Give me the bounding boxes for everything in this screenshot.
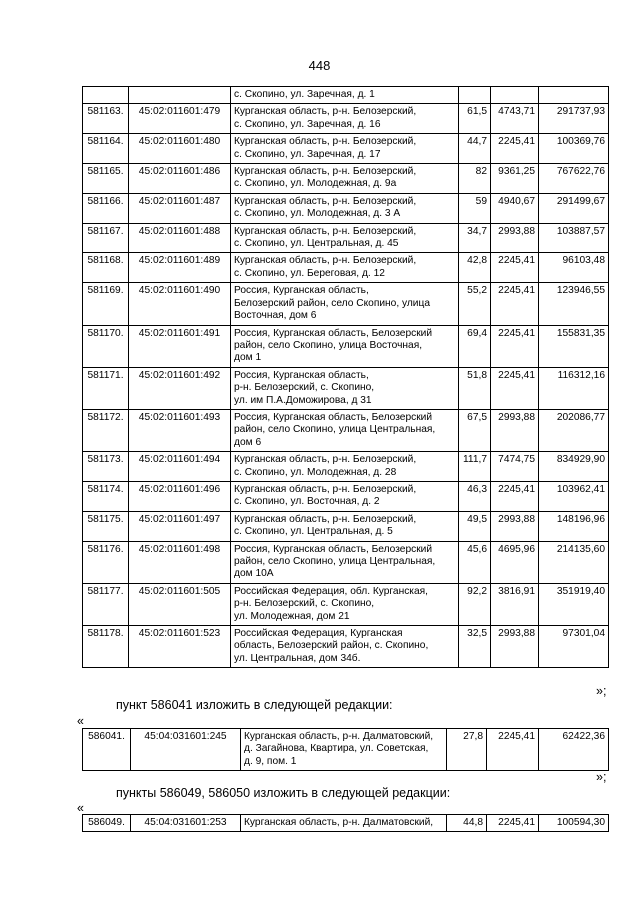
address-line: Курганская область, р-н. Белозерский, [234,106,417,118]
row-number-cell: 586049. [83,815,131,832]
row-number-cell: 581166. [83,193,129,223]
table-row [83,253,609,283]
address-line: с. Скопино, ул. Центральная, д. 5 [234,526,393,538]
cadastral-number-cell: 45:02:011601:491 [129,325,231,367]
cadastral-value-cell: 62422,36 [539,729,609,771]
area-cell: 55,2 [459,283,491,325]
rate-cell: 2245,41 [491,134,539,164]
address-cell [231,583,459,625]
address-line: Россия, Курганская область, Белозерский [234,327,433,339]
address-cell [231,134,459,164]
area-cell: 49,5 [459,511,491,541]
cadastral-value-cell: 116312,16 [539,367,609,409]
address-line: с. Скопино, ул. Заречная, д. 17 [234,148,381,160]
cadastral-value-cell: 834929,90 [539,452,609,482]
area-cell: 51,8 [459,367,491,409]
rate-cell: 2245,41 [487,729,539,771]
address-line: Курганская область, р-н. Белозерский, [234,255,417,267]
table-row [83,104,609,134]
address-cell [231,87,459,104]
address-line: Россия, Курганская область, Белозерский [234,543,433,555]
cadastral-number-cell: 45:04:031601:253 [131,815,241,832]
address-line: р-н. Белозерский, с. Скопино, [234,598,375,610]
address-cell [231,223,459,253]
table-row [83,134,609,164]
address-line: район, село Скопино, улица Восточная, [234,339,423,351]
address-line: с. Скопино, ул. Береговая, д. 12 [234,267,385,279]
address-line: область, Белозерский район, с. Скопино, [234,640,429,652]
rate-cell: 2993,88 [491,626,539,668]
cadastral-number-cell: 45:02:011601:480 [129,134,231,164]
area-cell: 45,6 [459,541,491,583]
area-cell: 92,2 [459,583,491,625]
address-line: Курганская область, р-н. Белозерский, [234,513,417,525]
table-row [83,729,609,771]
address-cell [231,511,459,541]
table-row [83,193,609,223]
cadastral-number-cell: 45:02:011601:489 [129,253,231,283]
closing-quote: »; [596,770,607,784]
address-line: ул. им П.А.Доможирова, д 31 [234,394,372,406]
address-line: Российская Федерация, Курганская [234,628,403,640]
area-cell: 44,7 [459,134,491,164]
address-line: Курганская область, р-н. Белозерский, [234,195,417,207]
address-line: дом 6 [234,436,262,448]
cadastral-number-cell: 45:02:011601:490 [129,283,231,325]
table-row [83,583,609,625]
address-line: д. Загайнова, Квартира, ул. Советская, [244,743,429,755]
rate-cell [491,87,539,104]
row-number-cell: 581163. [83,104,129,134]
row-number-cell: 581167. [83,223,129,253]
row-number-cell: 581173. [83,452,129,482]
address-line: с. Скопино, ул. Молодежная, д. 28 [234,466,397,478]
cadastral-value-cell: 97301,04 [539,626,609,668]
row-number-cell [83,87,129,104]
cadastral-value-cell: 96103,48 [539,253,609,283]
address-cell [231,104,459,134]
address-line: Курганская область, р-н. Далматовский, [244,731,434,742]
closing-quote: »; [596,684,607,698]
address-line: дом 10А [234,568,274,580]
address-line: Российская Федерация, обл. Курганская, [234,585,428,597]
rate-cell: 2245,41 [491,253,539,283]
address-line: ул. Центральная, дом 34б. [234,652,361,664]
address-cell [241,729,447,771]
address-line: Россия, Курганская область, [234,285,369,297]
cadastral-number-cell: 45:02:011601:498 [129,541,231,583]
cadastral-value-cell: 214135,60 [539,541,609,583]
cadastral-value-cell [539,87,609,104]
cadastral-number-cell: 45:02:011601:486 [129,164,231,194]
rate-cell: 2993,88 [491,511,539,541]
rate-cell: 4940,67 [491,193,539,223]
address-cell [231,367,459,409]
row-number-cell: 581169. [83,283,129,325]
row-number-cell: 581164. [83,134,129,164]
area-cell: 69,4 [459,325,491,367]
address-line: ул. Молодежная, дом 21 [234,610,350,622]
address-line: Россия, Курганская область, [234,369,369,381]
area-cell: 34,7 [459,223,491,253]
cadastral-value-cell: 148196,96 [539,511,609,541]
cadastral-number-cell: 45:02:011601:523 [129,626,231,668]
cadastral-number-cell [129,87,231,104]
cadastral-value-cell: 291737,93 [539,104,609,134]
cadastral-value-cell: 100594,30 [539,815,609,832]
area-cell: 46,3 [459,481,491,511]
row-number-cell: 581168. [83,253,129,283]
cadastral-value-cell: 103962,41 [539,481,609,511]
address-line: Курганская область, р-н. Белозерский, [234,454,417,466]
rate-cell: 3816,91 [491,583,539,625]
address-cell [231,325,459,367]
table-row [83,367,609,409]
row-number-cell: 581177. [83,583,129,625]
cadastral-number-cell: 45:04:031601:245 [131,729,241,771]
cadastral-value-cell: 767622,76 [539,164,609,194]
table-row [83,409,609,451]
table-row [83,325,609,367]
cadastral-number-cell: 45:02:011601:496 [129,481,231,511]
row-number-cell: 581170. [83,325,129,367]
cadastral-number-cell: 45:02:011601:492 [129,367,231,409]
address-cell [231,253,459,283]
rate-cell: 2993,88 [491,223,539,253]
rate-cell: 9361,25 [491,164,539,194]
row-number-cell: 581174. [83,481,129,511]
rate-cell: 2245,41 [491,367,539,409]
row-number-cell: 581175. [83,511,129,541]
address-line: Белозерский район, село Скопино, улица [234,297,430,309]
amendment-paragraph: пункты 586049, 586050 изложить в следующей редакции: [116,786,451,800]
address-line: с. Скопино, ул. Молодежная, д. 9а [234,178,397,190]
address-line: Курганская область, р-н. Белозерский, [234,166,417,178]
row-number-cell: 581176. [83,541,129,583]
address-line: с. Скопино, ул. Заречная, д. 1 [234,89,375,100]
table-row [83,223,609,253]
rate-cell: 2245,41 [487,815,539,832]
cadastral-value-cell: 103887,57 [539,223,609,253]
area-cell: 44,8 [447,815,487,832]
address-line: с. Скопино, ул. Восточная, д. 2 [234,496,380,508]
address-cell [231,481,459,511]
table-row [83,481,609,511]
rate-cell: 7474,75 [491,452,539,482]
amendment-table-586041 [82,728,609,771]
address-cell [231,452,459,482]
row-number-cell: 581172. [83,409,129,451]
row-number-cell: 581178. [83,626,129,668]
cadastral-number-cell: 45:02:011601:494 [129,452,231,482]
opening-quote: « [77,714,84,728]
address-line: Курганская область, р-н. Далматовский, [244,817,434,828]
area-cell [459,87,491,104]
table-row [83,164,609,194]
cadastral-value-cell: 351919,40 [539,583,609,625]
address-line: Курганская область, р-н. Белозерский, [234,225,417,237]
address-line: д. 9, пом. 1 [244,755,297,767]
area-cell: 82 [459,164,491,194]
cadastral-number-cell: 45:02:011601:487 [129,193,231,223]
table-row [83,452,609,482]
amendment-table-586049 [82,814,609,832]
address-cell [231,193,459,223]
area-cell: 59 [459,193,491,223]
table-row [83,283,609,325]
row-number-cell: 581171. [83,367,129,409]
rate-cell: 4695,96 [491,541,539,583]
rate-cell: 2245,41 [491,283,539,325]
address-line: с. Скопино, ул. Молодежная, д. 3 А [234,208,401,220]
cadastral-number-cell: 45:02:011601:479 [129,104,231,134]
rate-cell: 2993,88 [491,409,539,451]
cadastral-number-cell: 45:02:011601:493 [129,409,231,451]
table-row [83,87,609,104]
address-line: с. Скопино, ул. Заречная, д. 16 [234,118,381,130]
address-line: Восточная, дом 6 [234,310,317,322]
table-row [83,815,609,832]
row-number-cell: 581165. [83,164,129,194]
cadastral-number-cell: 45:02:011601:488 [129,223,231,253]
table-row [83,541,609,583]
page-number: 448 [308,58,331,73]
address-cell [231,164,459,194]
area-cell: 61,5 [459,104,491,134]
address-cell [241,815,447,832]
opening-quote: « [77,801,84,815]
area-cell: 42,8 [459,253,491,283]
address-line: район, село Скопино, улица Центральная, [234,424,436,436]
cadastral-value-cell: 155831,35 [539,325,609,367]
address-line: Курганская область, р-н. Белозерский, [234,483,417,495]
address-line: дом 1 [234,352,262,364]
address-cell [231,541,459,583]
address-line: с. Скопино, ул. Центральная, д. 45 [234,238,399,250]
address-cell [231,283,459,325]
cadastral-value-cell: 291499,67 [539,193,609,223]
address-cell [231,626,459,668]
cadastral-value-cell: 202086,77 [539,409,609,451]
rate-cell: 4743,71 [491,104,539,134]
rate-cell: 2245,41 [491,481,539,511]
address-cell [231,409,459,451]
area-cell: 27,8 [447,729,487,771]
address-line: район, село Скопино, улица Центральная, [234,556,436,567]
cadastral-value-cell: 100369,76 [539,134,609,164]
address-line: Россия, Курганская область, Белозерский [234,411,433,423]
area-cell: 32,5 [459,626,491,668]
area-cell: 67,5 [459,409,491,451]
amendment-paragraph: пункт 586041 изложить в следующей редакции: [116,698,393,712]
area-cell: 111,7 [459,452,491,482]
address-line: Курганская область, р-н. Белозерский, [234,136,417,148]
cadastral-number-cell: 45:02:011601:497 [129,511,231,541]
cadastral-number-cell: 45:02:011601:505 [129,583,231,625]
row-number-cell: 586041. [83,729,131,771]
table-row [83,511,609,541]
register-table [82,86,609,668]
table-row [83,626,609,668]
cadastral-value-cell: 123946,55 [539,283,609,325]
address-line: р-н. Белозерский, с. Скопино, [234,382,375,394]
rate-cell: 2245,41 [491,325,539,367]
